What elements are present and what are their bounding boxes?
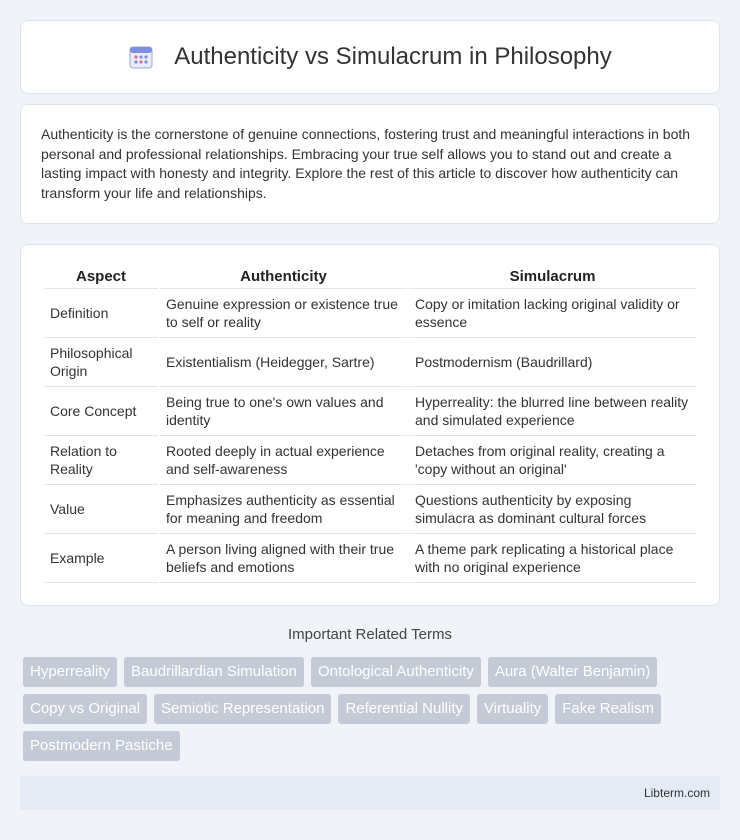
column-header-simulacrum: Simulacrum bbox=[409, 265, 696, 289]
comparison-card bbox=[20, 244, 720, 606]
cell-simulacrum: Postmodernism (Baudrillard) bbox=[409, 338, 696, 387]
cell-aspect: Value bbox=[44, 485, 158, 534]
column-header-aspect: Aspect bbox=[44, 265, 158, 289]
cell-authenticity: Genuine expression or existence true to self or reality bbox=[160, 289, 407, 338]
term-tag[interactable]: Baudrillardian Simulation bbox=[124, 657, 304, 687]
cell-authenticity: Being true to one's own values and identity bbox=[160, 387, 407, 436]
table-header-row bbox=[44, 265, 696, 289]
cell-authenticity: Existentialism (Heidegger, Sartre) bbox=[160, 338, 407, 387]
comparison-table bbox=[42, 265, 698, 583]
cell-authenticity: Rooted deeply in actual experience and self-awareness bbox=[160, 436, 407, 485]
term-tag[interactable]: Aura (Walter Benjamin) bbox=[488, 657, 657, 687]
cell-simulacrum: A theme park replicating a historical place with no original experience bbox=[409, 534, 696, 583]
cell-aspect: Relation to Reality bbox=[44, 436, 158, 485]
table-row bbox=[44, 436, 696, 485]
term-tag[interactable]: Virtuality bbox=[477, 694, 548, 724]
related-terms-list bbox=[23, 657, 723, 761]
table-row bbox=[44, 387, 696, 436]
cell-authenticity: Emphasizes authenticity as essential for meaning and freedom bbox=[160, 485, 407, 534]
cell-simulacrum: Copy or imitation lacking original validity or essence bbox=[409, 289, 696, 338]
cell-aspect: Philosophical Origin bbox=[44, 338, 158, 387]
intro-card bbox=[20, 104, 720, 224]
cell-aspect: Example bbox=[44, 534, 158, 583]
calendar-grid-icon bbox=[128, 44, 154, 70]
footer bbox=[20, 776, 720, 810]
term-tag[interactable]: Referential Nullity bbox=[338, 694, 470, 724]
table-row bbox=[44, 289, 696, 338]
term-tag[interactable]: Copy vs Original bbox=[23, 694, 147, 724]
table-row bbox=[44, 338, 696, 387]
cell-aspect: Core Concept bbox=[44, 387, 158, 436]
cell-simulacrum: Detaches from original reality, creating a 'copy without an original' bbox=[409, 436, 696, 485]
cell-authenticity: A person living aligned with their true beliefs and emotions bbox=[160, 534, 407, 583]
footer-site-link[interactable]: Libterm.com bbox=[643, 786, 710, 800]
cell-aspect: Definition bbox=[44, 289, 158, 338]
term-tag[interactable]: Postmodern Pastiche bbox=[23, 731, 180, 761]
header-card bbox=[20, 20, 720, 94]
term-tag[interactable]: Semiotic Representation bbox=[154, 694, 331, 724]
column-header-authenticity: Authenticity bbox=[160, 265, 407, 289]
term-tag[interactable]: Fake Realism bbox=[555, 694, 661, 724]
related-terms-title: Important Related Terms bbox=[288, 626, 452, 643]
cell-simulacrum: Questions authenticity by exposing simulacra as dominant cultural forces bbox=[409, 485, 696, 534]
intro-text: Authenticity is the cornerstone of genuine connections, fostering trust and meaningful interactions in both personal and professional relationships. Embracing your true self allows you to stand out and create a lasting impact with honesty and integrity. Explore the rest of this article to discover how authenticity can transform your life and relationships. bbox=[41, 126, 691, 201]
table-row bbox=[44, 485, 696, 534]
page-title: Authenticity vs Simulacrum in Philosophy bbox=[174, 43, 612, 70]
term-tag[interactable]: Ontological Authenticity bbox=[311, 657, 481, 687]
cell-simulacrum: Hyperreality: the blurred line between reality and simulated experience bbox=[409, 387, 696, 436]
table-row bbox=[44, 534, 696, 583]
term-tag[interactable]: Hyperreality bbox=[23, 657, 117, 687]
